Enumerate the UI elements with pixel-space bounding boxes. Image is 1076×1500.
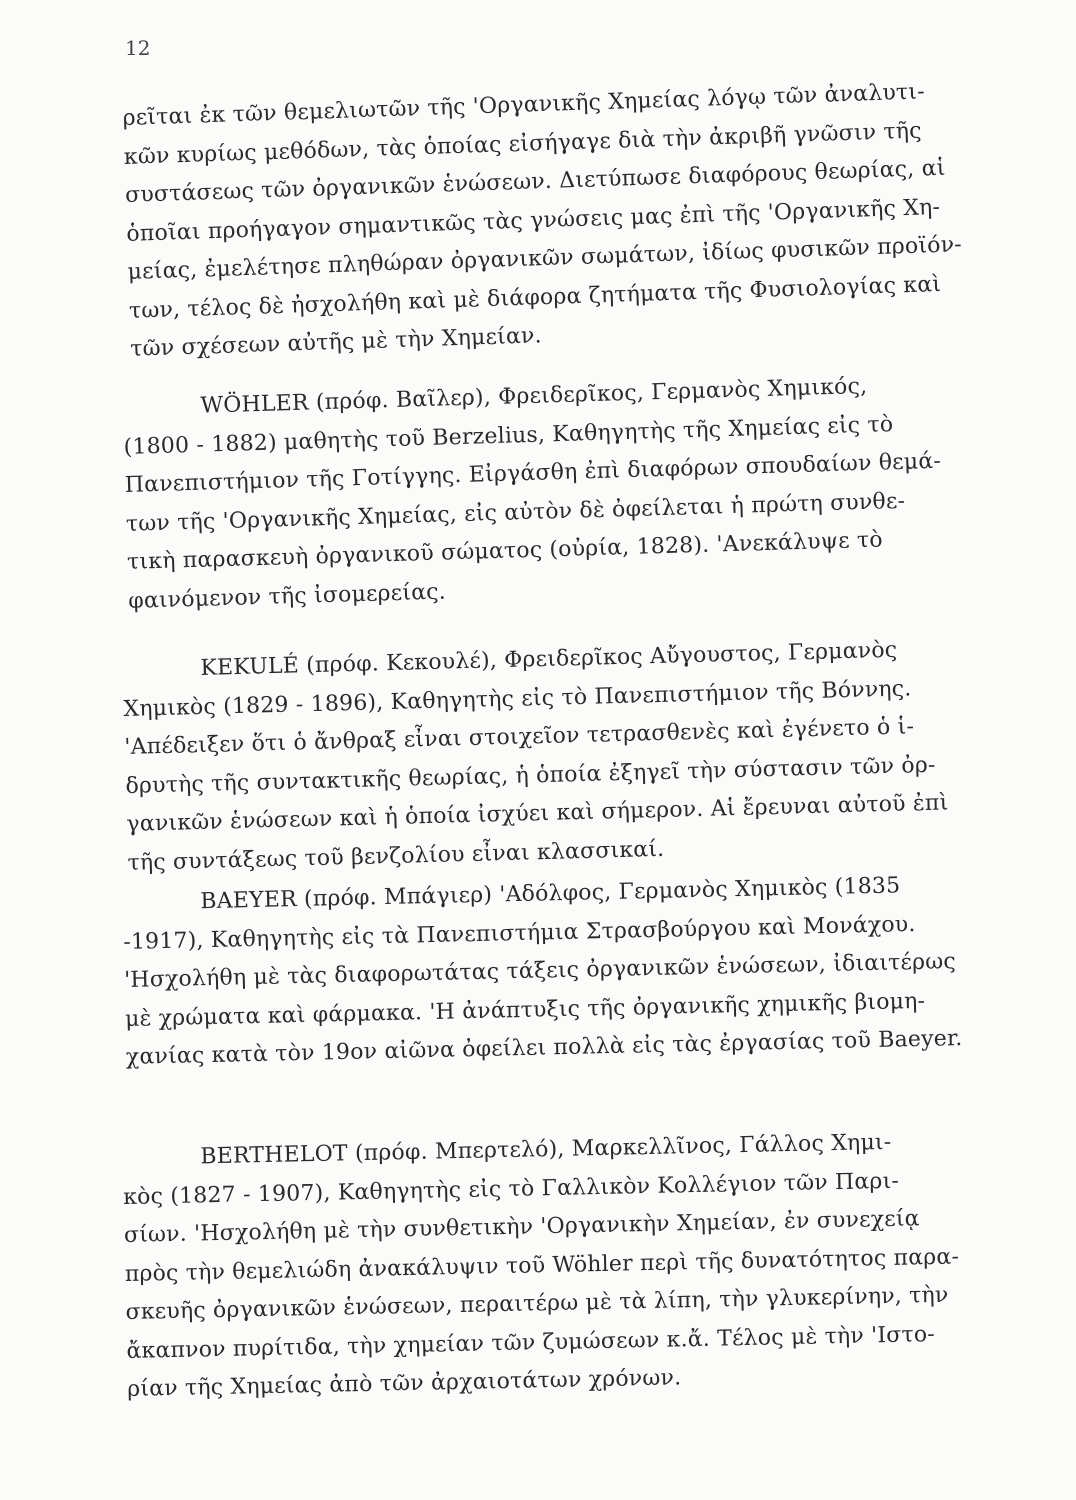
paragraph-wohler: [122, 364, 1008, 621]
text-line: (1800 - 1882) μαθητὴς τοῦ Berzelius, Καθηγητὴς τῆς Χημείας εἰς τὸ: [123, 411, 894, 460]
text-line: γανικῶν ἑνώσεων καὶ ἡ ὁποία ἰσχύει καὶ σήμερον. Αἱ ἔρευναι αὐτοῦ ἐπὶ: [126, 790, 949, 837]
text-line: ρεῖται ἐκ τῶν θεμελιωτῶν τῆς 'Οργανικῆς Χημείας λόγῳ τῶν ἀναλυτι-: [122, 79, 926, 131]
text-line: BERTHELOT (πρόφ. Μπερτελό), Μαρκελλῖνος, Γάλλος Χημι-: [200, 1129, 892, 1170]
text-line: δρυτὴς τῆς συντακτικῆς θεωρίας, ἡ ὁποία ἐξηγεῖ τὴν σύστασιν τῶν ὀρ-: [125, 752, 936, 799]
page-number: 12: [125, 36, 151, 60]
text-line: ἄκαπνον πυρίτιδα, τὴν χημείαν τῶν ζυμώσεων κ.ἄ. Τέλος μὲ τὴν 'Ιστο-: [126, 1321, 936, 1364]
text-line: σίων. 'Ησχολήθη μὲ τὴν συνθετικὴν 'Οργανικὴν Χημείαν, ἐν συνεχείᾳ: [123, 1206, 920, 1248]
text-line: μὲ χρώματα καὶ φάρμακα. 'Η ἀνάπτυξις τῆς ὀργανικῆς χημικῆς βιομη-: [124, 988, 926, 1032]
text-line: ὁποῖαι προήγαγον σημαντικῶς τὰς γνώσεις μας ἐπὶ τῆς 'Οργανικῆς Χη-: [126, 194, 941, 247]
paragraph-intro: [122, 71, 1010, 370]
text-line: μείας, ἐμελέτησε πληθώραν ὀργανικῶν σωμάτων, ἰδίως φυσικῶν προϊόν-: [127, 232, 963, 285]
text-line: των τῆς 'Οργανικῆς Χημείας, εἰς αὐτὸν δὲ ὀφείλεται ἡ πρώτη συνθε-: [125, 488, 906, 537]
text-line: WÖHLER (πρόφ. Βαῖλερ), Φρειδερῖκος, Γερμανὸς Χημικός,: [200, 373, 868, 419]
text-line: τῶν σχέσεων αὐτῆς μὲ τὴν Χημείαν.: [129, 323, 543, 362]
text-line: Χημικὸς (1829 - 1896), Καθηγητὴς εἰς τὸ Πανεπιστήμιον τῆς Βόννης.: [123, 675, 912, 722]
text-line: -1917), Καθηγητὴς εἰς τὰ Πανεπιστήμια Στρασβούργου καὶ Μονάχου.: [123, 911, 916, 955]
text-line: των, τέλος δὲ ἠσχολήθη καὶ μὲ διάφορα ζητήματα τῆς Φυσιολογίας καὶ: [128, 271, 942, 324]
paragraph-baeyer: [122, 865, 1006, 1077]
text-line: Πανεπιστήμιον τῆς Γοτίγγης. Εἰργάσθη ἐπὶ διαφόρων σπουδαίων θεμά-: [124, 448, 942, 498]
text-line: 'Απέδειξεν ὅτι ὁ ἄνθραξ εἶναι στοιχεῖον τετρασθενὲς καὶ ἐγένετο ὁ ἱ-: [124, 714, 915, 760]
paragraph-kekule: [122, 629, 1008, 883]
text-line: κὸς (1827 - 1907), Καθηγητὴς εἰς τὸ Γαλλικὸν Κολλέγιον τῶν Παρι-: [122, 1168, 900, 1210]
text-line: 'Ησχολήθη μὲ τὰς διαφορωτάτας τάξεις ὀργανικῶν ἑνώσεων, ἰδιαιτέρως: [123, 949, 957, 993]
text-line: BAEYER (πρόφ. Μπάγιερ) 'Αδόλφος, Γερμανὸς Χημικὸς (1835: [200, 873, 901, 915]
text-line: φαινόμενον τῆς ἰσομερείας.: [127, 578, 447, 614]
text-line: πρὸς τὴν θεμελιώδη ἀνακάλυψιν τοῦ Wöhler περὶ τῆς δυνατότητος παρα-: [124, 1243, 960, 1287]
text-line: ρίαν τῆς Χημείας ἀπὸ τῶν ἀρχαιοτάτων χρόνων.: [126, 1365, 682, 1402]
text-line: τῆς συντάξεως τοῦ βενζολίου εἶναι κλασσικαί.: [127, 836, 665, 876]
text-line: χανίας κατὰ τὸν 19ον αἰῶνα ὀφείλει πολλὰ εἰς τὰς ἐργασίας τοῦ Baeyer.: [125, 1025, 963, 1070]
text-line: σκευῆς ὀργανικῶν ἑνώσεων, περαιτέρω μὲ τὰ λίπη, τὴν γλυκερίνην, τὴν: [125, 1282, 949, 1325]
text-line: KEKULÉ (πρόφ. Κεκουλέ), Φρειδερῖκος Αὔγουστος, Γερμανὸς: [200, 637, 898, 681]
text-line: τικὴ παρασκευὴ ὀργανικοῦ σώματος (οὐρία, 1828). 'Ανεκάλυψε τὸ: [126, 527, 884, 575]
text-line: κῶν κυρίως μεθόδων, τὰς ὁποίας εἰσήγαγε διὰ τὴν ἀκριβῆ γνῶσιν τῆς: [123, 118, 923, 170]
paragraph-berthelot: [122, 1122, 1007, 1410]
text-line: συστάσεως τῶν ὀργανικῶν ἑνώσεων. Διετύπωσε διαφόρους θεωρίας, αἱ: [124, 155, 946, 208]
